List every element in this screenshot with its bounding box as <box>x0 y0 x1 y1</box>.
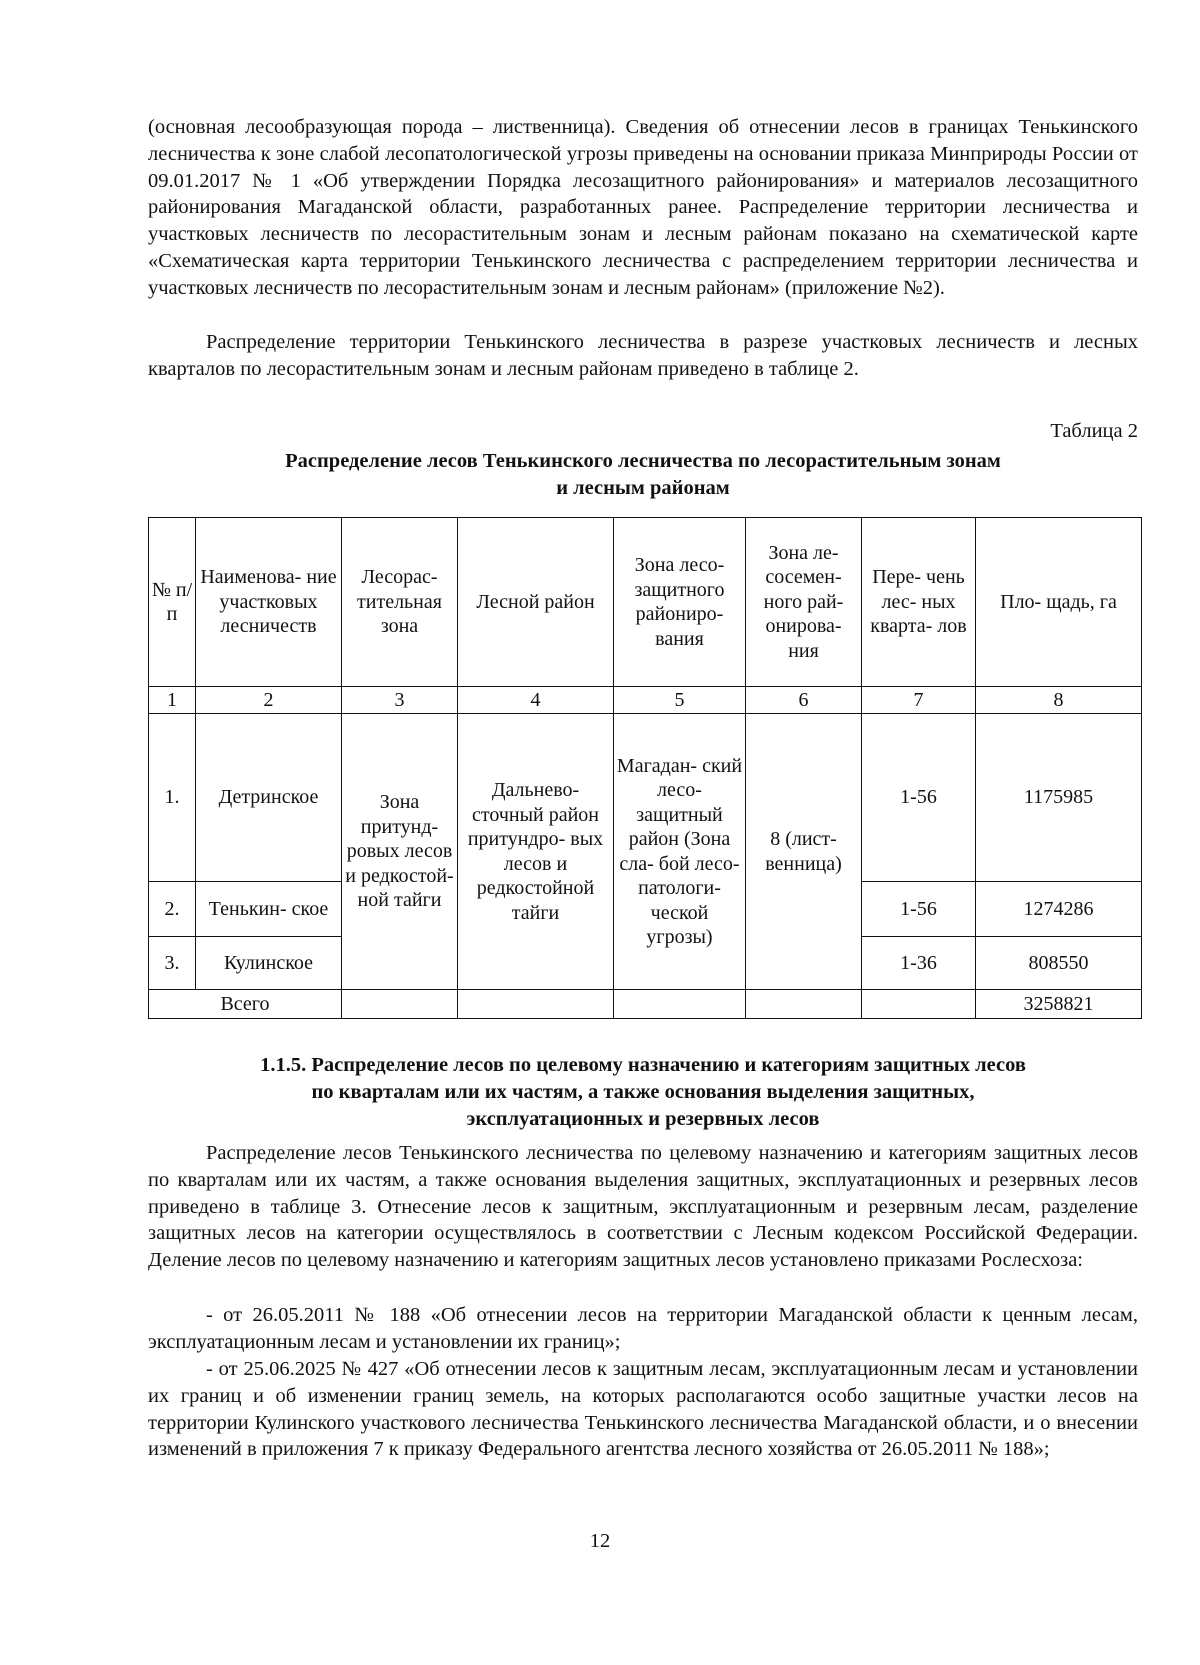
table-title-line-1: Распределение лесов Тенькинского лесничества по лесорастительным зонам <box>285 450 1001 472</box>
column-number: 1 <box>149 687 196 714</box>
header-cell: Пере- чень лес- ных кварта- лов <box>862 518 976 687</box>
paragraph-table-reference: Распределение территории Тенькинского лесничества в разрезе участковых лесничеств и лесных кварталов по лесорастительным зонам и лесным районам приведено в таблице 2. <box>148 331 1138 380</box>
paragraph-order-188: - от 26.05.2011 № 188 «Об отнесении лесов на территории Магаданской области к ценным лесам, эксплуатационным лесам и установлении их границ»; <box>148 1304 1138 1353</box>
section-heading-line-3: эксплуатационных и резервных лесов <box>466 1107 820 1130</box>
page-number: 12 <box>589 1530 611 1552</box>
row-number: 3. <box>149 937 196 990</box>
quarters-list: 1-56 <box>862 882 976 937</box>
table-title <box>148 448 1138 502</box>
table-row <box>149 714 1142 882</box>
empty-cell <box>342 990 458 1019</box>
forest-district-cell: Дальнево- сточный район притундро- вых лесов и редкостойной тайги <box>458 714 614 990</box>
forestry-name: Кулинское <box>196 937 342 990</box>
vegetation-zone-cell: Зона притунд- ровых лесов и редкостой- ной тайги <box>342 714 458 990</box>
seed-zone-cell: 8 (лист- венница) <box>746 714 862 990</box>
column-number: 6 <box>746 687 862 714</box>
area-value: 1274286 <box>976 882 1142 937</box>
empty-cell <box>862 990 976 1019</box>
header-cell: Зона ле- сосемен- ного рай- онирова- ния <box>746 518 862 687</box>
total-area: 3258821 <box>976 990 1142 1019</box>
header-cell: Зона лесо- защитного райониро- вания <box>614 518 746 687</box>
empty-cell <box>614 990 746 1019</box>
column-number: 8 <box>976 687 1142 714</box>
column-number: 7 <box>862 687 976 714</box>
column-number: 4 <box>458 687 614 714</box>
column-number: 3 <box>342 687 458 714</box>
empty-cell <box>746 990 862 1019</box>
paragraph-section-body: Распределение лесов Тенькинского лесничества по целевому назначению и категориям защитных лесов по кварталам или их частям, а также основания выделения защитных, эксплуатационных и резервных лесов приведено в таблице 3. Отнесение лесов к защитным, эксплуатационным и резервным лесам, разделение защитных лесов на категории осуществлялось в соответствии с Лесным кодексом Российской Федерации. Деление лесов по целевому назначению и категориям защитных лесов установлено приказами Рослесхоза: <box>148 1142 1138 1272</box>
forestry-name: Тенькин- ское <box>196 882 342 937</box>
area-value: 808550 <box>976 937 1142 990</box>
quarters-list: 1-36 <box>862 937 976 990</box>
section-heading-line-1: 1.1.5. Распределение лесов по целевому назначению и категориям защитных лесов <box>260 1054 1026 1076</box>
quarters-list: 1-56 <box>862 714 976 882</box>
table-label: Таблица 2 <box>1050 420 1138 442</box>
column-number-row <box>149 687 1142 714</box>
header-cell: Наименова- ние участковых лесничеств <box>196 518 342 687</box>
forest-distribution-table <box>148 517 1142 1019</box>
header-cell: Пло- щадь, га <box>976 518 1142 687</box>
row-number: 2. <box>149 882 196 937</box>
section-heading-line-2: по кварталам или их частям, а также основания выделения защитных, <box>311 1080 975 1103</box>
forestry-name: Детринское <box>196 714 342 882</box>
total-row <box>149 990 1142 1019</box>
header-cell: № п/ п <box>149 518 196 687</box>
section-heading <box>148 1052 1138 1132</box>
area-value: 1175985 <box>976 714 1142 882</box>
total-label: Всего <box>149 990 342 1019</box>
empty-cell <box>458 990 614 1019</box>
paragraph-order-427: - от 25.06.2025 № 427 «Об отнесении лесов к защитным лесам, эксплуатационным лесам и установлении их границ и об изменении границ земель, на которых располагаются особо защитные участки лесов на территории Кулинского участкового лесничества Тенькинского лесничества Магаданской области, и о внесении изменений в приложения 7 к приказу Федерального агентства лесного хозяйства от 26.05.2011 № 188»; <box>148 1358 1138 1461</box>
row-number: 1. <box>149 714 196 882</box>
paragraph-intro: (основная лесообразующая порода – лиственница). Сведения об отнесении лесов в границах Тенькинского лесничества к зоне слабой лесопатологической угрозы приведены на основании приказа Минприроды России от 09.01.2017 № 1 «Об утверждении Порядка лесозащитного районирования» и материалов лесозащитного районирования Магаданской области, разработанных ранее. Распределение территории лесничества и участковых лесничеств по лесорастительным зонам и лесным районам показано на схематической карте «Схематическая карта территории Тенькинского лесничества с распределением территории лесничества и участковых лесничеств по лесорастительным зонам и лесным районам» (приложение №2). <box>148 116 1138 299</box>
header-cell: Лесной район <box>458 518 614 687</box>
protection-zone-cell: Магадан- ский лесо- защитный район (Зона сла- бой лесо- патологи- ческой угрозы) <box>614 714 746 990</box>
column-number: 5 <box>614 687 746 714</box>
column-number: 2 <box>196 687 342 714</box>
table-header-row <box>149 518 1142 687</box>
header-cell: Лесорас- тительная зона <box>342 518 458 687</box>
table-title-line-2: и лесным районам <box>556 476 730 499</box>
